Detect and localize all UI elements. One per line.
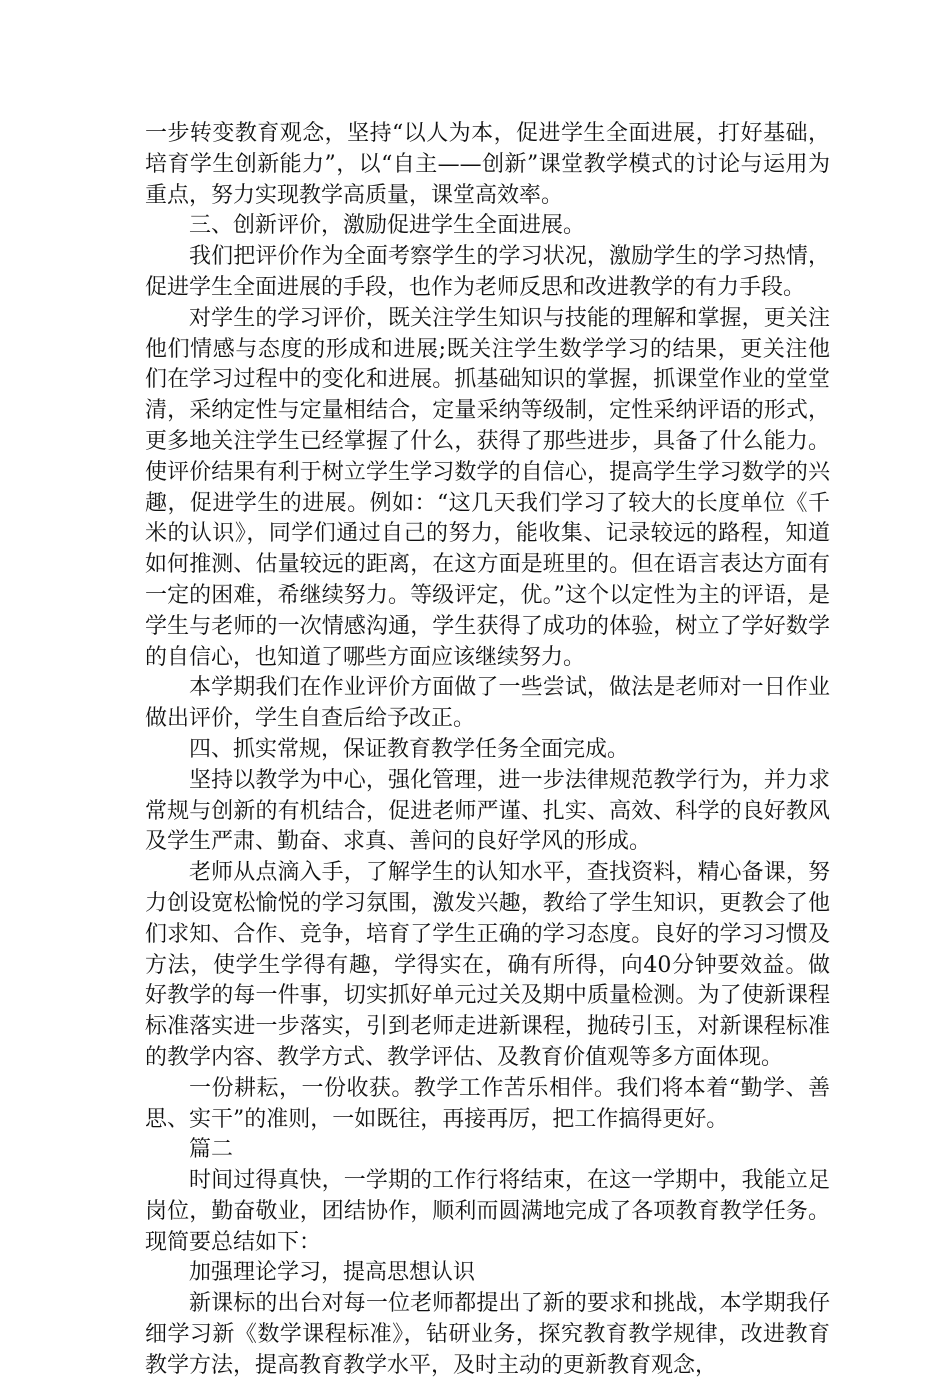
paragraph-3: 对学生的学习评价，既关注学生知识与技能的理解和掌握，更关注他们情感与态度的形成和进展;既关注学生数学学习的结果，更关注他们在学习过程中的变化和进展。抓基础知识的掌握，抓课堂作业的堂堂清，采纳定性与定量相结合，定量采纳等级制，定性采纳评语的形式，更多地关注学生已经掌握了什么，获得了那些进步，具备了什么能力。使评价结果有利于树立学生学习数学的自信心，提高学生学习数学的兴趣，促进学生的进展。例如：“这几天我们学习了较大的长度单位《千米的认识》，同学们通过自己的努力，能收集、记录较远的路程，知道如何推测、估量较远的距离，在这方面是班里的。但在语言表达方面有一定的困难，希继续努力。等级评定，优。”这个以定性为主的评语，是学生与老师的一次情感沟通，学生获得了成功的体验，树立了学好数学的自信心，也知道了哪些方面应该继续努力。: [145, 305, 830, 670]
paragraph-8: 时间过得真快，一学期的工作行将结束，在这一学期中，我能立足岗位，勤奋敬业，团结协作，顺利而圆满地完成了各项教育教学任务。现简要总结如下：: [145, 1168, 830, 1255]
paragraph-4: 本学期我们在作业评价方面做了一些尝试，做法是老师对一日作业做出评价，学生自查后给予改正。: [145, 675, 830, 732]
section-heading-4: 四、抓实常规，保证教育教学任务全面完成。: [189, 736, 630, 762]
paragraph-5: 坚持以教学为中心，强化管理，进一步法律规范教学行为，并力求常规与创新的有机结合，促进老师严谨、扎实、高效、科学的良好教风及学生严肃、勤奋、求真、善问的良好学风的形成。: [145, 767, 830, 855]
paragraph-2: 我们把评价作为全面考察学生的学习状况，激励学生的学习热情，促进学生全面进展的手段，也作为老师反思和改进教学的有力手段。: [145, 244, 830, 300]
paragraph-6: 老师从点滴入手，了解学生的认知水平，查找资料，精心备课，努力创设宽松愉悦的学习氛围，激发兴趣，教给了学生知识，更教会了他们求知、合作、竞争，培育了学生正确的学习态度。良好的学习习惯及方法，使学生学得有趣，学得实在，确有所得，向40分钟要效益。做好教学的每一件事，切实抓好单元过关及期中质量检测。为了使新课程标准落实进一步落实，引到老师走进新课程，抛砖引玉，对新课程标准的教学内容、教学方式、教学评估、及教育价值观等多方面体现。: [145, 860, 830, 1070]
paragraph-1: 一步转变教育观念，坚持“以人为本，促进学生全面进展，打好基础，培育学生创新能力”，以“自主——创新”课堂教学模式的讨论与运用为重点，努力实现教学高质量，课堂高效率。: [145, 121, 830, 208]
section-heading-3: 三、创新评价，激励促进学生全面进展。: [189, 213, 586, 239]
paragraph-7: 一份耕耘，一份收获。教学工作苦乐相伴。我们将本着“勤学、善思、实干”的准则，一如既往，再接再厉，把工作搞得更好。: [145, 1075, 830, 1132]
subheading-theory: 加强理论学习，提高思想认识: [189, 1260, 476, 1286]
part-heading: 篇二: [189, 1137, 234, 1163]
paragraph-9: 新课标的出台对每一位老师都提出了新的要求和挑战，本学期我仔细学习新《数学课程标准》，钻研业务，探究教育教学规律，改进教育教学方法，提高教育教学水平，及时主动的更新教育观念，: [145, 1291, 830, 1378]
